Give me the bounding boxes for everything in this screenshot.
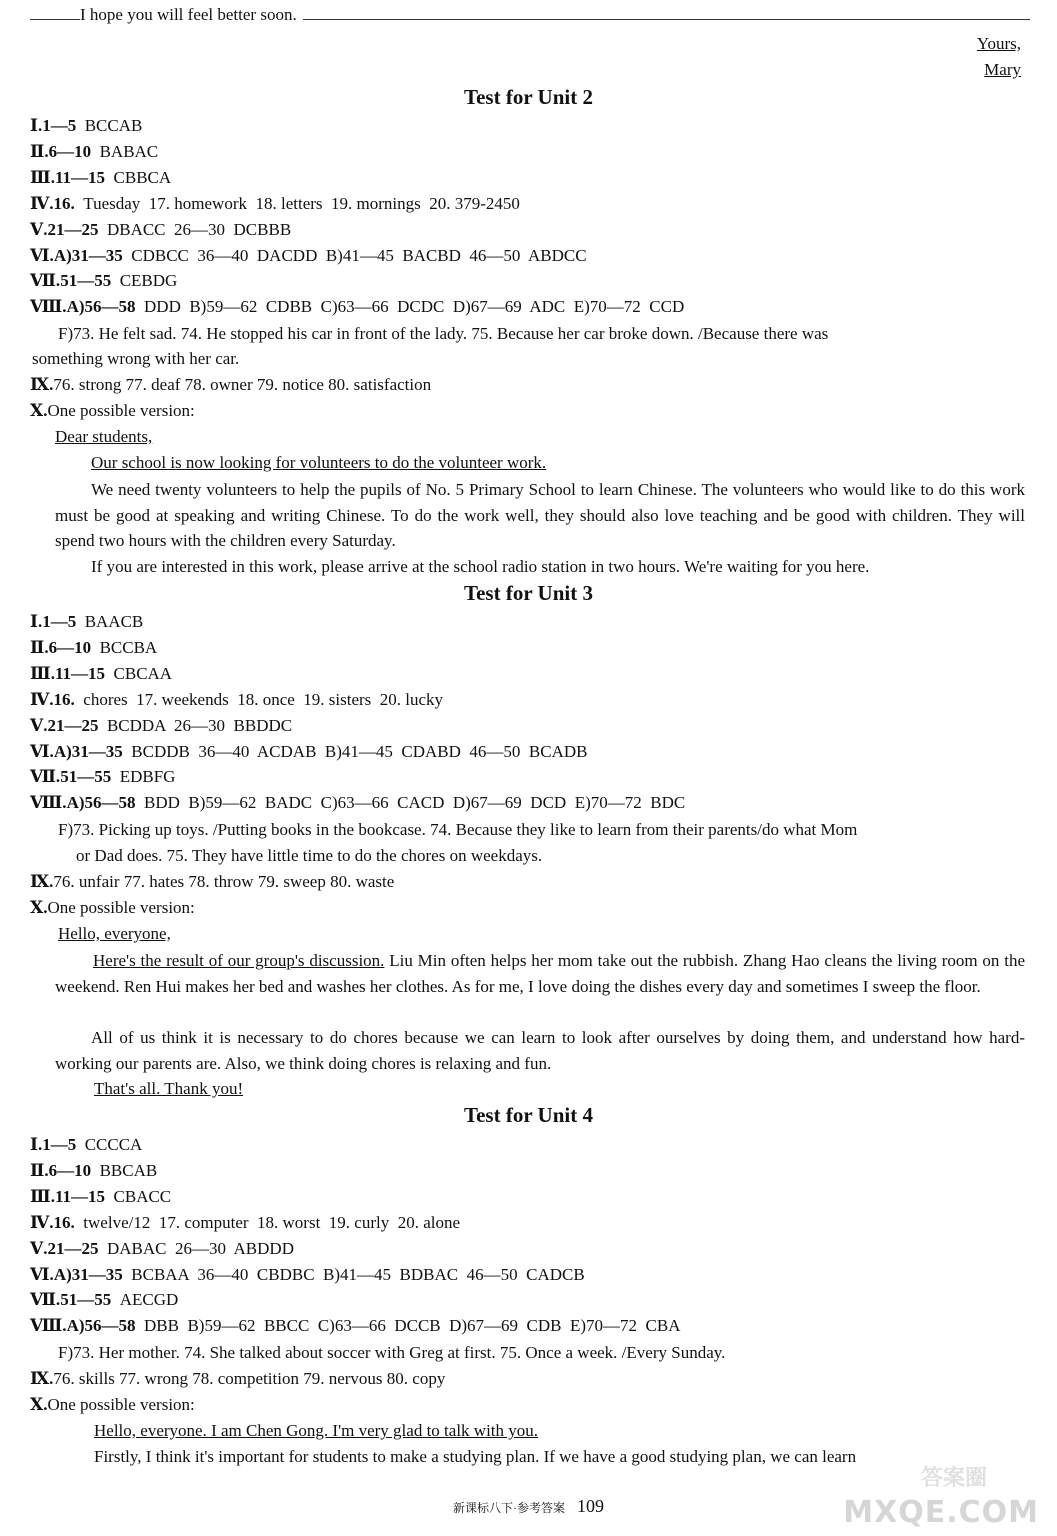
section-number: Ⅹ. xyxy=(30,401,48,420)
question-range: 16. xyxy=(53,1212,75,1232)
spacer xyxy=(76,612,85,631)
answer-line xyxy=(30,1238,294,1260)
answers: BCBAA 36—40 CBDBC B)41—45 BDBAC 46—50 CADCB xyxy=(131,1264,585,1284)
answers: CEBDG xyxy=(119,271,178,291)
section-number: Ⅴ. xyxy=(30,219,48,239)
question-range: 11—15 xyxy=(54,1186,106,1206)
section-number: Ⅷ. xyxy=(30,793,67,813)
spacer xyxy=(105,1187,114,1206)
question-range: A)31—35 xyxy=(53,1264,123,1284)
section-number: Ⅵ. xyxy=(30,245,54,265)
unit2-underlined-sentence: Our school is now looking for volunteers to do the volunteer work. xyxy=(91,453,547,472)
unit2-title: Test for Unit 2 xyxy=(464,85,593,109)
section-number: Ⅶ. xyxy=(30,1290,61,1310)
unit2-f-line2: something wrong with her car. xyxy=(32,349,240,368)
unit2-greeting: Dear students, xyxy=(55,427,153,446)
spacer xyxy=(136,1316,145,1335)
question-range: A)56—58 xyxy=(66,793,136,813)
question-range: 51—55 xyxy=(60,1290,112,1310)
answers: CBACC xyxy=(113,1186,172,1206)
section-number: Ⅴ. xyxy=(30,715,48,735)
closing-line: I hope you will feel better soon. xyxy=(80,4,303,26)
question-range: 6—10 xyxy=(48,1160,92,1180)
section-number: Ⅶ. xyxy=(30,767,61,787)
section-text: One possible version: xyxy=(47,1395,195,1414)
answer-line xyxy=(30,611,143,633)
spacer xyxy=(123,742,132,761)
section-number: Ⅱ. xyxy=(30,141,49,161)
answers: chores 17. weekends 18. once 19. sisters 20. lucky xyxy=(83,689,444,709)
section-number: Ⅲ. xyxy=(30,663,55,683)
question-range: 16. xyxy=(53,193,75,213)
answer-line xyxy=(30,270,177,292)
spacer xyxy=(105,168,114,187)
answer-line xyxy=(30,1212,460,1234)
answer-line xyxy=(30,1264,585,1286)
spacer xyxy=(136,793,145,812)
unit3-section-x xyxy=(30,897,195,919)
section-number: Ⅷ. xyxy=(30,1316,67,1336)
signature: Mary xyxy=(984,60,1021,79)
question-range: A)31—35 xyxy=(53,741,123,761)
section-number: Ⅰ. xyxy=(30,116,43,135)
spacer xyxy=(105,664,114,683)
unit3-paragraph-1 xyxy=(55,948,1025,999)
section-number: Ⅶ. xyxy=(30,271,61,291)
answers: CDBCC 36—40 DACDD B)41—45 BACBD 46—50 ABDCC xyxy=(131,245,587,265)
spacer xyxy=(98,716,107,735)
spacer xyxy=(123,1265,132,1284)
unit3-f-line2: or Dad does. 75. They have little time to do the chores on weekdays. xyxy=(76,846,543,865)
section-number: Ⅰ. xyxy=(30,1135,43,1154)
question-range: 51—55 xyxy=(60,271,112,291)
answer-line xyxy=(30,141,158,163)
unit4-section-ix xyxy=(30,1368,445,1390)
answer-line xyxy=(30,715,292,737)
spacer xyxy=(76,116,85,135)
watermark: MXQE.COM xyxy=(843,1495,1039,1530)
unit3-underlined-sentence: Here's the result of our group's discussion. xyxy=(93,951,385,970)
page-number: 109 xyxy=(577,1496,604,1516)
unit3-section-ix xyxy=(30,871,394,893)
unit3-paragraph-1-rest: Liu Min often helps her mom take out the rubbish. Zhang Hao cleans the living room on the weekend. Ren Hui makes her bed and washes her clothes. As for me, I love doing the dishes every day and sometimes I sweep the floor. xyxy=(55,951,1025,996)
unit2-section-ix xyxy=(30,374,431,396)
unit2-f-line1: F)73. He felt sad. 74. He stopped his car in front of the lady. 75. Because her car broke down. /Because there was xyxy=(58,324,829,343)
unit2-paragraph-2: If you are interested in this work, please arrive at the school radio station in two hours. We're waiting for you here. xyxy=(91,557,870,576)
answers: BCCBA xyxy=(99,637,158,657)
question-range: 6—10 xyxy=(48,637,92,657)
spacer xyxy=(111,271,120,290)
spacer xyxy=(76,1135,85,1154)
answer-line xyxy=(30,193,520,215)
section-text: 76. unfair 77. hates 78. throw 79. sweep 80. waste xyxy=(53,872,395,891)
unit3-closing: That's all. Thank you! xyxy=(94,1079,244,1098)
section-number: Ⅱ. xyxy=(30,1160,49,1180)
question-range: 21—25 xyxy=(47,219,99,239)
question-range: 11—15 xyxy=(54,167,106,187)
unit3-title: Test for Unit 3 xyxy=(464,581,593,605)
question-range: 51—55 xyxy=(60,767,112,787)
section-number: Ⅲ. xyxy=(30,1186,55,1206)
answers: AECGD xyxy=(119,1290,179,1310)
answer-line xyxy=(30,792,685,814)
answers: BCDDB 36—40 ACDAB B)41—45 CDABD 46—50 BCADB xyxy=(131,741,588,761)
answer-line xyxy=(30,1289,178,1311)
unit3-greeting: Hello, everyone, xyxy=(58,924,171,943)
answers: BAACB xyxy=(84,612,144,631)
spacer xyxy=(98,1239,107,1258)
question-range: A)56—58 xyxy=(66,1316,136,1336)
section-number: Ⅸ. xyxy=(30,872,54,891)
answers: EDBFG xyxy=(119,767,176,787)
question-range: 21—25 xyxy=(47,715,99,735)
spacer xyxy=(123,246,132,265)
answer-line xyxy=(30,245,587,267)
answer-line xyxy=(30,1315,681,1337)
section-number: Ⅴ. xyxy=(30,1238,48,1258)
answer-line xyxy=(30,637,157,659)
question-range: 16. xyxy=(53,689,75,709)
answers: Tuesday 17. homework 18. letters 19. mornings 20. 379-2450 xyxy=(83,193,520,213)
answers: DBB B)59—62 BBCC C)63—66 DCCB D)67—69 CDB E)70—72 CBA xyxy=(144,1316,681,1336)
answer-line xyxy=(30,115,142,137)
answer-line xyxy=(30,296,684,318)
answers: DABAC 26—30 ABDDD xyxy=(106,1238,294,1258)
section-number: Ⅳ. xyxy=(30,193,54,213)
section-number: Ⅵ. xyxy=(30,741,54,761)
answer-line xyxy=(30,663,172,685)
answers: BDD B)59—62 BADC C)63—66 CACD D)67—69 DCD E)70—72 BDC xyxy=(144,793,686,813)
section-number: Ⅷ. xyxy=(30,297,67,317)
answers: twelve/12 17. computer 18. worst 19. curly 20. alone xyxy=(83,1212,461,1232)
answers: BABAC xyxy=(99,141,159,161)
answer-line xyxy=(30,1134,142,1156)
question-range: 1—5 xyxy=(42,612,77,631)
unit4-f-line1: F)73. Her mother. 74. She talked about soccer with Greg at first. 75. Once a week. /Every Sunday. xyxy=(58,1343,726,1362)
spacer xyxy=(111,767,120,786)
question-range: A)56—58 xyxy=(66,297,136,317)
section-number: Ⅸ. xyxy=(30,375,54,394)
spacer xyxy=(91,142,100,161)
section-text: One possible version: xyxy=(47,898,195,917)
answer-line xyxy=(30,741,588,763)
unit2-paragraph-1: We need twenty volunteers to help the pupils of No. 5 Primary School to learn Chinese. The volunteers who would like to do this work must be good at speaking and writing Chinese. To do the work well, they should also love teaching and be good with children. They will spend two hours with the children every Saturday. xyxy=(55,480,1025,550)
section-text: 76. skills 77. wrong 78. competition 79. nervous 80. copy xyxy=(53,1369,446,1388)
question-range: 1—5 xyxy=(42,116,77,135)
watermark-logo-text: 答案圈 xyxy=(920,1466,987,1491)
section-text: 76. strong 77. deaf 78. owner 79. notice 80. satisfaction xyxy=(53,375,432,394)
spacer xyxy=(91,638,100,657)
question-range: 1—5 xyxy=(42,1135,77,1154)
answer-line xyxy=(30,1186,171,1208)
section-number: Ⅱ. xyxy=(30,637,49,657)
unit4-title: Test for Unit 4 xyxy=(464,1103,593,1127)
section-number: Ⅰ. xyxy=(30,612,43,631)
footer-label: 新课标八下·参考答案 xyxy=(453,1501,565,1515)
sign-off: Yours, xyxy=(976,34,1021,53)
section-number: Ⅹ. xyxy=(30,1395,48,1414)
section-number: Ⅲ. xyxy=(30,167,55,187)
answers: DDD B)59—62 CDBB C)63—66 DCDC D)67—69 ADC E)70—72 CCD xyxy=(144,297,685,317)
answer-line xyxy=(30,1160,157,1182)
section-number: Ⅸ. xyxy=(30,1369,54,1388)
question-range: 11—15 xyxy=(54,663,106,683)
spacer xyxy=(98,220,107,239)
answers: BCCAB xyxy=(84,116,143,135)
answer-line xyxy=(30,167,171,189)
unit4-section-x xyxy=(30,1394,195,1416)
spacer xyxy=(136,297,145,316)
unit4-underlined-sentence: Hello, everyone. I am Chen Gong. I'm very glad to talk with you. xyxy=(94,1421,539,1440)
answer-line xyxy=(30,219,291,241)
section-text: One possible version: xyxy=(47,401,195,420)
question-range: 21—25 xyxy=(47,1238,99,1258)
answers: CCCCA xyxy=(84,1135,143,1154)
unit4-paragraph-1: Firstly, I think it's important for students to make a studying plan. If we have a good studying plan, we can learn xyxy=(94,1447,857,1466)
answer-line xyxy=(30,766,175,788)
spacer xyxy=(91,1161,100,1180)
section-number: Ⅵ. xyxy=(30,1264,54,1284)
unit2-section-x xyxy=(30,400,195,422)
answers: CBBCA xyxy=(113,167,172,187)
answers: DBACC 26—30 DCBBB xyxy=(106,219,292,239)
unit3-paragraph-2: All of us think it is necessary to do chores because we can learn to look after ourselves by doing them, and understand how hard-working our parents are. Also, we think doing chores is relaxing and fun. xyxy=(55,1028,1025,1073)
answers: CBCAA xyxy=(113,663,173,683)
question-range: 6—10 xyxy=(48,141,92,161)
section-number: Ⅳ. xyxy=(30,689,54,709)
answers: BCDDA 26—30 BBDDC xyxy=(106,715,293,735)
section-number: Ⅹ. xyxy=(30,898,48,917)
unit3-f-line1: F)73. Picking up toys. /Putting books in the bookcase. 74. Because they like to learn from their parents/do what Mom xyxy=(58,820,858,839)
question-range: A)31—35 xyxy=(53,245,123,265)
answer-line xyxy=(30,689,443,711)
answers: BBCAB xyxy=(99,1160,158,1180)
section-number: Ⅳ. xyxy=(30,1212,54,1232)
spacer xyxy=(111,1290,120,1309)
